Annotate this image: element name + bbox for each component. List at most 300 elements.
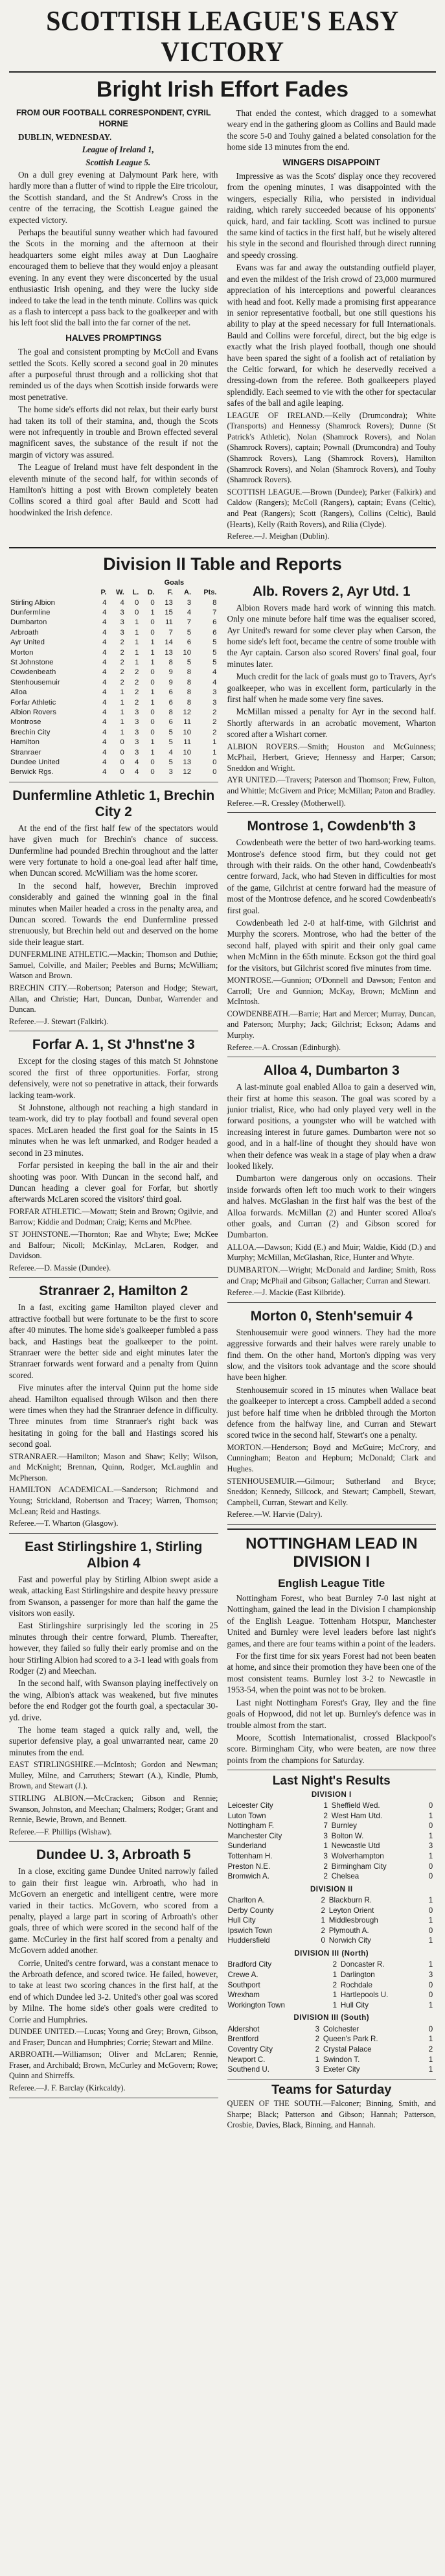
league-table-cell: 1 — [150, 658, 155, 666]
result-score: 0 — [321, 1936, 325, 1945]
results-head: Last Night's Results — [272, 1774, 391, 1788]
league-table-cell: 3 — [134, 748, 139, 756]
match-report-referee: Referee.—D. Massie (Dundee). — [9, 1263, 111, 1272]
league-table-cell: 12 — [183, 708, 192, 716]
result-score: 2 — [315, 2045, 320, 2054]
result-row — [227, 1895, 437, 1906]
reports-left — [9, 788, 218, 2098]
match-report-paragraph: Fast and powerful play by Stirling Albion swept aside a weak, attacking East Stirlingshire and despite heavy pressure from Swanson, a passenger for more than half the game the visitors won easily. — [9, 1574, 218, 1618]
league-table-team: Stranraer — [10, 748, 41, 756]
league-table-cell: 0 — [150, 628, 155, 637]
match-report-paragraph: Stenhousemuir scored in 15 minutes when Wallace beat the goalkeeper to intercept a cross. Campbell added a second just before half time when he dribbled through the Morton defence from the halfway line, and Curran and Stewart scored twice in the second half, Stewart's one a penalty. — [227, 1385, 436, 1440]
result-score: 1 — [332, 1991, 337, 2000]
league-table-cell: 4 — [102, 708, 107, 716]
league-table-cell: 1 — [120, 728, 124, 736]
league-table-cell: 5 — [187, 658, 192, 666]
division-section-head: Division II Table and Reports — [103, 554, 342, 574]
result-team: Chelsea — [331, 1872, 359, 1881]
league-table-header-cell: F. — [167, 589, 173, 597]
league-table-cell: 5 — [168, 738, 173, 747]
main-headline: SCOTTISH LEAGUE'S EASY VICTORY — [46, 5, 399, 67]
result-team: Hull City — [227, 1916, 256, 1925]
match-report-paragraph: The home team staged a quick rally and, well, the superior defensive play, a goal unwarranted near, came 20 minutes from the end. — [9, 1725, 218, 1757]
league-table-cell: 4 — [212, 678, 217, 686]
nottingham-paragraph: Moore, Scottish Internationalist, crossed Blackpool's score. Birmingham City, who were beaten, are now three points from the champions for Saturday. — [227, 1732, 436, 1765]
result-score: 1 — [323, 1842, 328, 1851]
match-report-paragraph: Forfar persisted in keeping the ball in the air and their shooting was poor. With Duncan in the second half, and Duncan heading a clever goal for Forfar, but shortly afterwards McLaren scored the visitors' third goal. — [9, 1160, 218, 1204]
league-table-row — [9, 718, 218, 727]
result-team: Birmingham City — [331, 1862, 387, 1871]
result-score: 1 — [321, 1916, 325, 1925]
league-table-cell: 10 — [183, 748, 192, 756]
league-table-cell: 1 — [134, 618, 139, 627]
league-table — [9, 578, 218, 778]
league-table-cell: 4 — [102, 738, 107, 747]
league-table-row — [9, 648, 218, 658]
league-table-row — [9, 688, 218, 697]
league-table-cell: 10 — [183, 648, 192, 657]
results-division-label: DIVISION II — [310, 1885, 353, 1893]
league-table-cell: 3 — [120, 608, 124, 616]
result-score: 3 — [323, 1831, 328, 1840]
match-report-team-line: EAST STIRLINGSHIRE.—McIntosh; Gordon and Newman; Mulley, Milne, and Carruthers; Stewart (A.), Kindle, Plumb, Brown, and Stewart (J.). — [9, 1760, 218, 1791]
league-table-cell: 2 — [120, 638, 124, 647]
league-table-header-cell: W. — [116, 589, 124, 597]
league-table-cell: 10 — [183, 728, 192, 736]
league-table-cell: 1 — [150, 738, 155, 747]
result-team: Ipswich Town — [227, 1926, 273, 1935]
result-team: Bolton W. — [331, 1831, 364, 1840]
league-table-row — [9, 758, 218, 767]
match-report-headline: Stranraer 2, Hamilton 2 — [39, 1283, 188, 1299]
result-row — [227, 2034, 437, 2044]
match-report-paragraph: Corrie, United's centre forward, was a constant menace to the Arbroath defence, and scored twice. He failed, however, to take at least two scoring chances in the first half, at the end of which Dundee led 3-2. United's other goal was scored by Milne. The home side's other goals were credited to Corrie and Humphries. — [9, 1958, 218, 2024]
divider — [9, 547, 436, 548]
league-table-cell: 7 — [187, 618, 192, 627]
league-table-cell: 0 — [120, 768, 124, 777]
result-score: 1 — [428, 1916, 433, 1925]
results-table — [227, 1801, 437, 1882]
league-table-cell: 3 — [134, 728, 139, 736]
result-team: Darlington — [340, 1971, 375, 1980]
result-team: Tottenham H. — [227, 1851, 273, 1860]
result-team: Workington Town — [227, 2000, 286, 2009]
result-score: 2 — [332, 1980, 337, 1989]
league-table-cell: 9 — [168, 678, 173, 686]
league-table-cell: 0 — [212, 768, 217, 777]
league-table-cell: 2 — [212, 708, 217, 716]
result-team: Coventry City — [227, 2045, 273, 2054]
league-table-cell: 1 — [134, 648, 139, 657]
match-report-referee: Referee.—A. Crossan (Edinburgh). — [227, 1042, 341, 1052]
result-score: 1 — [428, 2065, 433, 2074]
league-table-cell: 3 — [212, 688, 217, 697]
result-score: 1 — [428, 1811, 433, 1820]
league-table-header-team — [9, 588, 94, 598]
results-division-label: DIVISION I — [311, 1790, 352, 1799]
result-score: 3 — [428, 1971, 433, 1980]
teams-saturday-text: QUEEN OF THE SOUTH.—Falconer; Binning, Smith, and Sharpe; Black; Patterson and Gibson; Hannah; Patterson, Crosbie, Davies, Black, Binning, and Hannah. — [227, 2099, 436, 2130]
league-table-cell: 8 — [168, 708, 173, 716]
lead-paragraph: The home side's efforts did not relax, but their early burst had taken its toll of their stamina, and, though the Scots were not infrequently in trouble and Brown effected several magnificent saves, the substance of the result if not the margin of victory was assured. — [9, 404, 218, 460]
result-team: Wolverhampton — [331, 1851, 384, 1860]
lead-story-right-paragraphs-2 — [227, 170, 437, 409]
match-report-team-line: STENHOUSEMUIR.—Gilmour; Sutherland and Bryce; Sneddon; Kennedy, Sillcock, and Stewart; Campbell, Stewart, Campbell, Curran, Stewart and Kelly. — [227, 1476, 436, 1507]
league-table-team: Stirling Albion — [10, 598, 56, 607]
result-score: 1 — [428, 2035, 433, 2044]
league-table-cell: 1 — [150, 608, 155, 616]
subhead-wingers: WINGERS DISAPPOINT — [282, 157, 381, 167]
league-table-cell: 6 — [212, 618, 217, 627]
league-table-team: Forfar Athletic — [10, 698, 56, 707]
result-team: Southport — [227, 1980, 260, 1989]
league-table-cell: 4 — [168, 748, 173, 756]
result-team: Manchester City — [227, 1831, 282, 1840]
match-report-headline: Dunfermline Athletic 1, Brechin City 2 — [12, 788, 215, 819]
match-report-paragraph: Except for the closing stages of this match St Johnstone scored the first of three opportunities. Forfar, strong defensively, were not so penetrative in attack, their forwards lacking team-work. — [9, 1056, 218, 1100]
league-table-cell: 8 — [212, 598, 217, 607]
result-team: West Ham Utd. — [331, 1811, 383, 1820]
league-table-team: St Johnstone — [10, 658, 54, 666]
match-report-team-line: DUMBARTON.—Wright; McDonald and Jardine; Smith, Ross and Crap; McPhail and Gibson; Gallacher; Curran and Stewart. — [227, 1265, 436, 1285]
league-table-cell: 0 — [134, 608, 139, 616]
league-table-cell: 3 — [134, 738, 139, 747]
results-tables — [227, 1790, 437, 2075]
league-table-team: Dunfermline — [10, 608, 51, 616]
result-score: 1 — [428, 1960, 433, 1969]
result-team: Newport C. — [227, 2055, 266, 2064]
match-report-team-line: HAMILTON ACADEMICAL.—Sanderson; Richmond and Young; Strickland, Robertson and Tracey; Warren, Thomson; McLean; Reid and Hastings. — [9, 1485, 218, 1516]
division-section — [9, 578, 436, 2132]
match-report-paragraph: McMillan missed a penalty for Ayr in the second half. Shortly afterwards in an acrobatic movement, Wharton scored after a Wishart corner. — [227, 707, 436, 740]
league-table-cell: 5 — [168, 728, 173, 736]
league-table-cell: 2 — [134, 678, 139, 686]
match-report-referee: Referee.—F. Phillips (Wishaw). — [9, 1827, 112, 1836]
match-report-paragraph: Albion Rovers made hard work of winning this match. Only one minute before half time was the equaliser scored, Ayr United's reward for some clever play when Carson, the home side's left foot, became the centre of some trouble with the Ayr captain. Carson also scored Rovers' final goal, four minutes later. — [227, 602, 436, 669]
result-row — [227, 1871, 437, 1882]
league-table-cell: 4 — [102, 728, 107, 736]
league-table-cell: 8 — [187, 698, 192, 707]
league-table-cell: 4 — [102, 648, 107, 657]
result-team: Norwich City — [328, 1936, 371, 1945]
league-table-row — [9, 728, 218, 738]
match-report-team-line: MONTROSE.—Gunnion; O'Donnell and Dawson; Fenton and Carroll; Ure and Gunnion; McKay, Brown; McMinn and McIntosh. — [227, 976, 436, 1007]
league-table-cell: 12 — [183, 768, 192, 777]
league-table-cell: 3 — [168, 768, 173, 777]
result-team: Leicester City — [227, 1801, 273, 1810]
league-table-row — [9, 678, 218, 688]
match-report-team-line: ST JOHNSTONE.—Thornton; Rae and Whyte; Ewe; McKee and Balfour; Nicoll; McKinlay, McLaren, Rodger, and Davidson. — [9, 1229, 218, 1261]
lead-story-right-paragraphs — [227, 108, 437, 153]
league-table-cell: 1 — [120, 698, 124, 707]
league-table-row — [9, 767, 218, 777]
result-row — [227, 2065, 437, 2075]
league-table-cell: 3 — [134, 718, 139, 727]
result-row — [227, 2024, 437, 2035]
result-score: 2 — [428, 2045, 433, 2054]
result-team: Rochdale — [340, 1980, 372, 1989]
result-team: Blackburn R. — [328, 1896, 372, 1905]
result-row — [227, 1926, 437, 1936]
league-table-team: Hamilton — [10, 738, 40, 747]
league-table-cell: 1 — [134, 628, 139, 637]
divider — [9, 71, 436, 73]
league-table-cell: 11 — [183, 738, 192, 747]
league-table-cell: 5 — [212, 658, 217, 666]
league-table-cell: 1 — [150, 648, 155, 657]
lead-paragraph: The goal and consistent prompting by McColl and Evans settled the Scots. Kelly scored a second goal in 20 minutes after a purposeful thrust through and a rollicking shot that reminded us of the days when Scottish inside forwards were most penetrative. — [9, 347, 218, 402]
league-table-cell: 1 — [120, 688, 124, 697]
league-table-cell: 9 — [168, 668, 173, 677]
result-row — [227, 1841, 437, 1851]
league-table-cell: 2 — [120, 668, 124, 677]
result-row — [227, 1862, 437, 1872]
match-report-paragraph: East Stirlingshire surprisingly led the scoring in 25 minutes through their centre forward, Plumb. Thereafter, however, they failed so fully their early promise and on the hour Stirling Albion had scored to a 3-1 lead with goals from Rodger (2) and Meechan. — [9, 1621, 218, 1676]
team-line-ireland: LEAGUE OF IRELAND.—Kelly (Drumcondra); White (Transports) and Hennessy (Shamrock Rovers); Dunne (St Patrick's Athletic), Nolan (Shamrock Rovers), and Nolan (Shamrock Rovers), captain; Pownall (Drumcondra) and Touhy (Shamrock Rovers), Lang (Shamrock Rovers), Hamilton (Shamrock Rovers), and Nolan (Shamrock Rovers), and Touhy (Shamrock Rovers). — [227, 410, 436, 485]
league-table-cell: 1 — [150, 698, 155, 707]
league-table-row — [9, 698, 218, 708]
league-table-cell: 1 — [150, 748, 155, 756]
score-line-ireland: League of Ireland 1, — [82, 145, 154, 155]
result-score: 0 — [428, 1821, 433, 1831]
result-team: Preston N.E. — [227, 1862, 271, 1871]
league-table-cell: 15 — [165, 608, 173, 616]
nottingham-paragraph: For the first time for six years Forest had not been beaten at home, and since their promotion they have been one of the most consistent teams. Burnley lost 3-2 to Newcastle in 1953-54, when the point was not to be broken. — [227, 1651, 436, 1695]
league-table-cell: 3 — [212, 698, 217, 707]
result-row — [227, 1801, 437, 1811]
league-table-cell: 4 — [102, 758, 107, 766]
result-score: 0 — [428, 1926, 433, 1935]
league-table-row — [9, 598, 218, 608]
league-table-header-cell: L. — [132, 589, 139, 597]
league-table-header-cell: A. — [184, 589, 192, 597]
result-team: Charlton A. — [227, 1896, 265, 1905]
match-report-paragraph: In a fast, exciting game Hamilton played clever and attractive football but were fortunate to be the first to score after 40 minutes. The home side's goalkeeper fumbled a pass back, and Hastings beat the goalkeeper to the point. Stranraer were the better side and eight minutes later the Stranraer forwards went forward and a penalty from Quinn scored. — [9, 1302, 218, 1380]
result-score: 3 — [323, 1851, 328, 1860]
result-score: 0 — [428, 2024, 433, 2033]
match-report-paragraph: Dumbarton were dangerous only on occasions. Their inside forwards often left too much work to their wingers and halves. McGlashan in the first half was the best of the Alloa forwards. McMillan (2) and Hunter scored Alloa's other goals, and Curran (2) and Gibson scored for Dumbarton. — [227, 1173, 436, 1240]
league-table-team: Albion Rovers — [10, 708, 56, 716]
league-table-cell: 5 — [212, 648, 217, 657]
match-report-team-line: STRANRAER.—Hamilton; Mason and Shaw; Kelly; Wilson, and McKnight; Brennan, Quinn, Rodger, McLaughlin and McPherson. — [9, 1451, 218, 1482]
league-table-cell: 4 — [134, 768, 139, 777]
league-table-cell: 4 — [102, 688, 107, 697]
lead-story-right-column — [227, 108, 437, 543]
result-score: 2 — [332, 1960, 337, 1969]
league-table-cell: 2 — [120, 658, 124, 666]
result-team: Wrexham — [227, 1991, 260, 2000]
league-table-cell: 2 — [212, 718, 217, 727]
result-team: Huddersfield — [227, 1936, 270, 1945]
result-score: 2 — [321, 1896, 325, 1905]
league-table-cell: 0 — [120, 738, 124, 747]
league-table-cell: 0 — [134, 598, 139, 607]
result-team: Crewe A. — [227, 1971, 258, 1980]
league-table-cell: 14 — [165, 638, 173, 647]
league-table-header-cell: P. — [100, 589, 107, 597]
result-team: Bromwich A. — [227, 1872, 269, 1881]
league-table-cell: 11 — [165, 618, 173, 627]
result-score: 1 — [428, 1936, 433, 1945]
league-table-row — [9, 738, 218, 747]
match-report-team-line: ALLOA.—Dawson; Kidd (E.) and Muir; Waldie, Kidd (D.) and Murphy; McMillan, McGlashan, Rice, Hunter and Whyte. — [227, 1242, 436, 1263]
league-table-row — [9, 628, 218, 638]
result-team: Leyton Orient — [328, 1906, 374, 1915]
league-table-cell: 2 — [134, 668, 139, 677]
league-table-cell: 4 — [102, 748, 107, 756]
league-table-team: Arbroath — [10, 628, 39, 637]
nottingham-paragraphs — [227, 1593, 437, 1766]
lead-paragraph: On a dull grey evening at Dalymount Park here, with hardly more than a flutter of wind to ripple the Eire tricolour, the Scottish standard, and the St Andrew's Cross in the centre of the terracing, the Scottish League gained the expected victory. — [9, 170, 218, 225]
match-report-headline: Montrose 1, Cowdenb'th 3 — [247, 819, 416, 834]
result-team: Sunderland — [227, 1842, 266, 1851]
match-report-headline: East Stirlingshire 1, Stirling Albion 4 — [25, 1539, 203, 1571]
match-report-team-line: AYR UNITED.—Travers; Paterson and Thomson; Frew, Fulton, and Whittle; McGivern and Price; McMillan; Paton and Bradley. — [227, 775, 436, 795]
match-report-referee: Referee.—W. Harvie (Dalry). — [227, 1510, 323, 1519]
league-table-cell: 8 — [187, 688, 192, 697]
result-team: Burnley — [331, 1821, 357, 1831]
result-team: Newcastle Utd — [331, 1842, 380, 1851]
league-table-cell: 2 — [134, 698, 139, 707]
reports-right — [227, 583, 437, 1525]
league-table-team: Montrose — [10, 718, 41, 727]
league-table-cell: 4 — [102, 698, 107, 707]
league-table-cell: 11 — [183, 718, 192, 727]
nottingham-paragraph: Nottingham Forest, who beat Burnley 7-0 last night at Nottingham, gained the lead in the Division I championship of the English League. Tottenham Hotspur, Manchester United and Burnley were level leaders before last night's games, and there are four teams within a point of the leaders. — [227, 1593, 436, 1648]
league-table-cell: 2 — [120, 648, 124, 657]
score-line-scotland: Scottish League 5. — [86, 157, 151, 167]
result-score: 1 — [428, 1896, 433, 1905]
league-table-cell: 2 — [120, 678, 124, 686]
league-table-cell: 1 — [150, 638, 155, 647]
match-report-paragraph: Much credit for the lack of goals must go to Travers, Ayr's goalkeeper, who was in excellent form, particularly in the first half when he made some very fine saves. — [227, 672, 436, 704]
league-table-team: Ayr United — [10, 638, 45, 647]
match-report-team-line: ALBION ROVERS.—Smith; Houston and McGuinness; McPhail, Herbert, Grieve; Hennessy and Harper; Carson; Sneddon and Wright. — [227, 742, 436, 773]
result-score: 0 — [428, 1862, 433, 1871]
team-line-scotland: SCOTTISH LEAGUE.—Brown (Dundee); Parker (Falkirk) and Caldow (Rangers); McColl (Rangers), captain; Evans (Celtic), and Peat (Rangers); Scott (Rangers), Collins (Celtic), Bauld (Hearts), Kelly (Raith Rovers), and Rilia (Clyde). — [227, 487, 436, 529]
league-table-body — [9, 598, 218, 778]
result-score: 1 — [428, 2000, 433, 2009]
match-report-paragraph: Stenhousemuir were good winners. They had the more aggressive forwards and their halves were rarely unable to find them. On the other hand, Morton's dipping was very slow, and the visitors took advantage and the score should have been higher. — [227, 1327, 436, 1383]
league-table-cell: 4 — [187, 608, 192, 616]
league-table-cell: 0 — [120, 748, 124, 756]
league-table-cell: 1 — [150, 688, 155, 697]
league-table-cell: 0 — [150, 668, 155, 677]
league-table-cell: 3 — [120, 618, 124, 627]
results-division-label: DIVISION III (South) — [293, 2014, 370, 2022]
goals-header: Goals — [164, 578, 185, 587]
league-table-cell: 2 — [134, 688, 139, 697]
results-division-label: DIVISION III (North) — [294, 1950, 369, 1958]
result-row — [227, 2055, 437, 2065]
result-score: 2 — [323, 1811, 328, 1820]
result-score: 0 — [428, 1906, 433, 1915]
league-table-team: Morton — [10, 648, 34, 657]
result-row — [227, 1990, 437, 2000]
divider — [227, 1302, 437, 1303]
league-table-cell: 4 — [102, 668, 107, 677]
result-team: Aldershot — [227, 2024, 260, 2033]
league-table-row — [9, 668, 218, 677]
result-team: Nottingham F. — [227, 1821, 275, 1831]
league-table-cell: 4 — [134, 758, 139, 766]
league-table-cell: 13 — [165, 598, 173, 607]
result-score: 0 — [428, 1980, 433, 1989]
result-score: 2 — [323, 1872, 328, 1881]
result-team: Brentford — [227, 2035, 259, 2044]
match-report-referee: Referee.—J. Stewart (Falkirk). — [9, 1016, 109, 1026]
result-team: Crystal Palace — [323, 2045, 372, 2054]
league-table-team: Dundee United — [10, 758, 60, 766]
league-table-cell: 0 — [120, 758, 124, 766]
league-table-cell: 1 — [120, 718, 124, 727]
match-report-team-line: DUNDEE UNITED.—Lucas; Young and Grey; Brown, Gibson, and Fraser; Duncan and Humphries; Corrie; Stewart and Milne. — [9, 2027, 218, 2047]
result-row — [227, 1980, 437, 1991]
league-table-cell: 4 — [102, 598, 107, 607]
result-row — [227, 1936, 437, 1946]
league-table-cell: 1 — [134, 658, 139, 666]
result-score: 0 — [428, 1872, 433, 1881]
match-report-referee: Referee.—J. Mackie (East Kilbride). — [227, 1288, 345, 1298]
league-table-cell: 0 — [150, 768, 155, 777]
match-report-referee: Referee.—T. Wharton (Glasgow). — [9, 1519, 119, 1528]
league-table-cell: 4 — [102, 618, 107, 627]
league-table-cell: 4 — [102, 658, 107, 666]
league-table-cell: 7 — [168, 628, 173, 637]
divider — [9, 1841, 218, 1842]
results-table — [227, 2024, 437, 2075]
result-score: 1 — [315, 2055, 320, 2064]
league-table-team: Cowdenbeath — [10, 668, 56, 677]
league-table-cell: 3 — [134, 708, 139, 716]
result-team: Colchester — [323, 2024, 359, 2033]
league-table-cell: 0 — [150, 618, 155, 627]
league-table-cell: 0 — [212, 758, 217, 766]
match-report-team-line: ARBROATH.—Williamson; Oliver and McLaren; Rennie, Fraser, and Archibald; Brown, McCurley and McGovern; Rowe; Quinn and Shirreffs. — [9, 2050, 218, 2081]
league-table-team: Stenhousemuir — [10, 678, 60, 686]
result-score: 0 — [428, 1991, 433, 2000]
league-table-cell: 2 — [212, 728, 217, 736]
league-table-cell: 0 — [150, 678, 155, 686]
result-team: Swindon T. — [323, 2055, 360, 2064]
match-report-paragraph: At the end of the first half few of the spectators would have given much for Brechin's chance of success. Dunfermline had pounded Brechin throughout and the latter were very fortunate to hold a one-goal lead after half time, when Duncan scored. McWilliam was the home scorer. — [9, 823, 218, 878]
result-score: 3 — [315, 2065, 320, 2074]
match-report-paragraph: In the second half, with Swanson playing ineffectively on the wing, Albion's attack was weakened, but five minutes before the end Rodger got the fourth goal, a spectacular 30-yd. drive. — [9, 1678, 218, 1722]
result-team: Exeter City — [323, 2065, 360, 2074]
result-score: 1 — [428, 2055, 433, 2064]
match-report-paragraph: A last-minute goal enabled Alloa to gain a deserved win, their first at home this season. The goal was scored by a junior trialist, Rice, who had only played very well in the forward positions, a youngster who will be watched with increasing interest in future games. Dumbarton were not so good, and in a half-line of thought they should have won when their defence was weak in a stage of play when a draw looked likely. — [227, 1082, 436, 1171]
league-table-cell: 1 — [120, 708, 124, 716]
result-team: Middlesbrough — [328, 1916, 378, 1925]
league-table-cell: 8 — [187, 678, 192, 686]
match-report-paragraph: St Johnstone, although not reaching a high standard in team-work, did try to play football and found several open spaces. McLaren headed the first goal for the Saints in 15 minutes when he was left unmarked, and Rodger headed a second in 23 minutes. — [9, 1103, 218, 1158]
match-report-team-line: FORFAR ATHLETIC.—Mowatt; Stein and Brown; Ogilvie, and Barrow; Kiddie and Dodman; Craig; Kerns and McPhee. — [9, 1206, 218, 1227]
league-table-header-cell: Pts. — [203, 589, 217, 597]
match-report-paragraph: Cowdenbeath led 2-0 at half-time, with Gilchrist and Murphy the scorers. Montrose, who had the better of the second half, played with spirit and their only goal came when McMinn in the 65th minute. Eckson got the third goal for the visitors, but Gilchrist scored five minutes from time. — [227, 917, 436, 973]
match-report-paragraph: Cowdenbeath were the better of two hard-working teams. Montrose's defence stood firm, but they could not get through with their raids. On the other hand, Cowdenbeath's centre forward, Jack, who had Steven in difficulties for most of the game, Gilchrist at centre forward had the measure of most of the Montrose defence, and he scored Cowdenbeath's first goal. — [227, 837, 436, 915]
league-table-header-cell: D. — [147, 589, 155, 597]
result-row — [227, 1960, 437, 1970]
league-table-cell: 0 — [150, 728, 155, 736]
league-table-cell: 6 — [187, 638, 192, 647]
result-row — [227, 1915, 437, 1926]
result-team: Sheffield Wed. — [331, 1801, 380, 1810]
divider — [9, 1533, 218, 1534]
result-team: Hull City — [340, 2000, 369, 2009]
league-table-row — [9, 608, 218, 618]
league-table-team: Brechin City — [10, 728, 51, 736]
league-table-cell: 6 — [168, 698, 173, 707]
